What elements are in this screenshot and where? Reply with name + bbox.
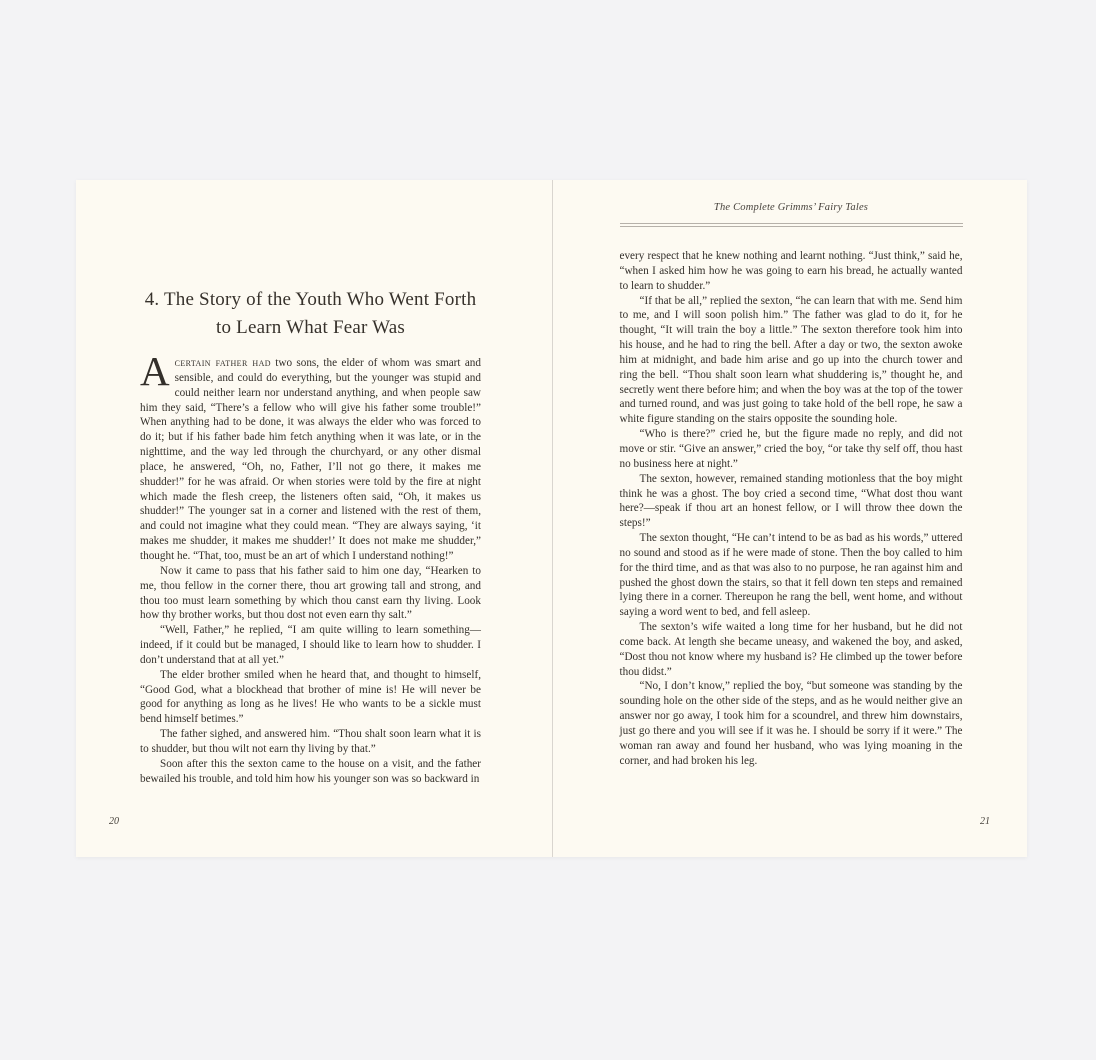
- page-gutter-divider: [552, 180, 553, 857]
- opening-paragraph-text: two sons, the elder of whom was smart and sensible, and could do everything, but the younger was stupid and could neither learn nor understand anything, and when people saw him they said, “There’s a fellow who will give his father some trouble!” When anything had to be done, it was always the elder who was forced to do it; but if his father bade him fetch anything when it was late, or in the nighttime, and the way led through the churchyard, or any other dismal place, he answered, “Oh, no, Father, I’ll not go there, it makes me shudder!” for he was afraid. Or when stories were told by the fire at night which made the flesh creep, the listeners often said, “Oh, it makes us shudder!” The younger sat in a corner and listened with the rest of them, and could not imagine what they could mean. “They are always saying, ‘it makes me shudder, it makes me shudder!’ It does not make me shudder,” thought he. “That, too, must be an art of which I understand nothing!”: [140, 357, 481, 562]
- left-page-body: [140, 348, 481, 786]
- paragraph: The sexton’s wife waited a long time for her husband, but he did not come back. At length she became uneasy, and wakened the boy, and asked, “Dost thou not know where my husband is? He climbed up the tower before thou didst.”: [619, 621, 963, 678]
- page-right: [552, 180, 1028, 857]
- lead-in-small-caps: certain father had: [174, 357, 271, 369]
- running-header: The Complete Grimms’ Fairy Tales: [713, 202, 869, 213]
- chapter-title-line2: to Learn What Fear Was: [216, 316, 405, 338]
- page-left: [76, 180, 552, 857]
- paragraph: The elder brother smiled when he heard that, and thought to himself, “Good God, what a blockhead that brother of mine is! He will never be good for anything as long as he lives! He who wants to be a sickle must bend himself betimes.”: [140, 668, 481, 726]
- opening-paragraph: [140, 348, 481, 564]
- paragraph: “If that be all,” replied the sexton, “he can learn that with me. Send him to me, and I will soon polish him.” The father was glad to do it, for he thought, “It will train the boy a little.” The sexton therefore took him into his house, and he had to ring the bell. After a day or two, the sexton awoke him at midnight, and bade him arise and go up into the church tower and ring the bell. “Thou shalt soon learn what shuddering is,” thought he, and secretly went there before him; and when the boy was at the top of the tower and turned round, and was just going to take hold of the bell rope, he saw a white figure standing on the stairs opposite the sounding hole.: [619, 294, 963, 426]
- left-text-column: [140, 180, 481, 857]
- paragraph: The sexton thought, “He can’t intend to be as bad as his words,” uttered no sound and stood as if he were made of stone. Then the boy called to him for the third time, and as that was also to no purpose, he ran against him and pushed the ghost down the stairs, so that it fell down ten steps and remained lying there in a corner. Thereupon he rang the bell, went home, and without saying a word went to bed, and fell asleep.: [619, 532, 963, 619]
- book-spread: [76, 180, 1027, 857]
- right-page-body: [620, 249, 963, 769]
- page-number-left: 20: [109, 816, 119, 827]
- paragraph: “Who is there?” cried he, but the figure made no reply, and did not move or stir. “Give an answer,” cried the boy, “or take thy self off, thou hast no business here at night.”: [619, 428, 963, 470]
- paragraph: The sexton, however, remained standing motionless that the boy might think he was a ghost. The boy cried a second time, “What dost thou want here?—speak if thou art an honest fellow, or I will throw thee down the steps!”: [619, 472, 963, 530]
- page-number-right: 21: [980, 816, 990, 827]
- paragraph: The father sighed, and answered him. “Thou shalt soon learn what it is to shudder, but thou wilt not earn thy living by that.”: [140, 728, 481, 755]
- chapter-title-line1: 4. The Story of the Youth Who Went Forth: [144, 289, 477, 310]
- right-text-column: [620, 180, 963, 857]
- paragraph: every respect that he knew nothing and learnt nothing. “Just think,” said he, “when I asked him how he was going to earn his bread, he actually wanted to learn to shudder.”: [619, 250, 963, 292]
- paragraph: Soon after this the sexton came to the house on a visit, and the father bewailed his trouble, and told him how his younger son was so backward in: [140, 757, 481, 785]
- paragraph: Now it came to pass that his father said to him one day, “Hearken to me, thou fellow in the corner there, thou art growing tall and strong, and thou too must learn something by which thou canst earn thy living. Look how thy brother works, but thou dost not even earn thy salt.”: [140, 564, 481, 622]
- chapter-title: [140, 286, 481, 341]
- drop-cap: A: [140, 348, 170, 394]
- paragraph: “Well, Father,” he replied, “I am quite willing to learn something—indeed, if it could but be managed, I should like to learn how to shudder. I don’t understand that at all yet.”: [140, 624, 481, 666]
- header-rule: [620, 223, 963, 227]
- paragraph: “No, I don’t know,” replied the boy, “but someone was standing by the sounding hole on the other side of the steps, and as he would neither give an answer nor go away, I took him for a scoundrel, and threw him downstairs, just go there and you will see if it was he. I should be sorry if it were.” The woman ran away and found her husband, who was lying moaning in the corner, and had broken his leg.: [619, 680, 963, 767]
